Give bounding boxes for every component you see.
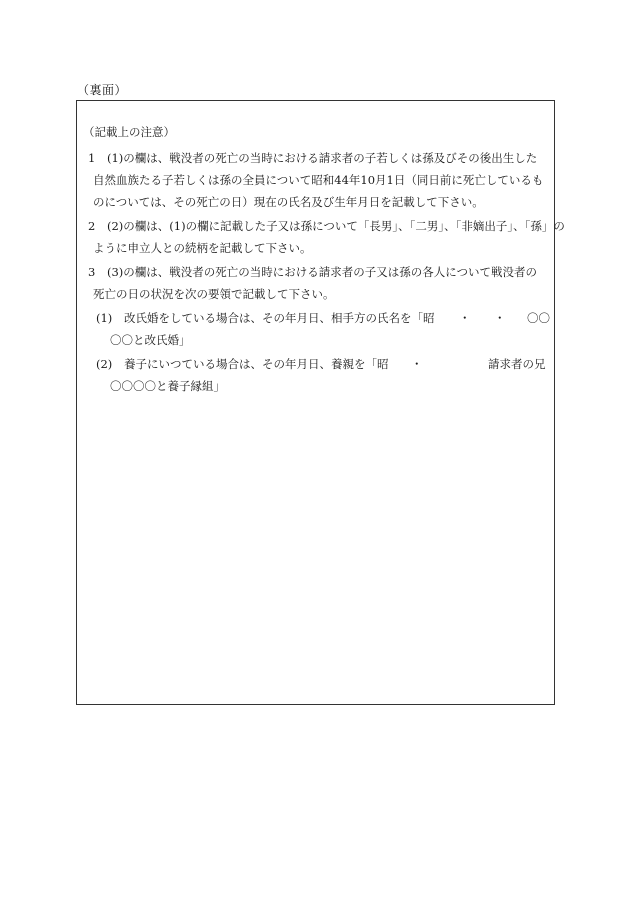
note-3-sub-1-dot-2: ・	[494, 311, 506, 325]
note-3-sub-2-text: 養子にいつている場合は、その年月日、養親を「昭	[124, 357, 389, 371]
note-3-sub-2-number: (2)	[96, 357, 113, 371]
note-3-sub-1-continuation: 〇〇と改氏婚」	[110, 333, 191, 347]
note-3-sub-1-circles: 〇〇	[527, 311, 550, 325]
note-2-line-2: ように申立人との続柄を記載して下さい。	[93, 241, 312, 255]
note-3-number: 3	[88, 265, 96, 279]
note-1-line-3: のについては、その死亡の日）現在の氏名及び生年月日を記載して下さい。	[93, 195, 484, 209]
note-3-line-1: (3)の欄は、戦没者の死亡の当時における請求者の子又は孫の各人について戦没者の	[107, 265, 538, 279]
note-1-line-1: (1)の欄は、戦没者の死亡の当時における請求者の子若しくは孫及びその後出生した	[107, 151, 538, 165]
note-1-line-2: 自然血族たる子若しくは孫の全員について昭和44年10月1日（同日前に死亡しているも	[93, 173, 544, 187]
notes-frame	[76, 100, 555, 705]
note-3-sub-2-relation: 請求者の兄	[488, 357, 546, 371]
note-3-sub-1-text: 改氏婚をしている場合は、その年月日、相手方の氏名を「昭	[124, 311, 435, 325]
note-3-line-2: 死亡の日の状況を次の要領で記載して下さい。	[93, 287, 335, 301]
reverse-side-label: （裏面）	[77, 83, 128, 97]
note-1-number: 1	[88, 151, 96, 165]
note-3-sub-2-continuation: 〇〇〇〇と養子縁組」	[110, 379, 225, 393]
note-3-sub-1-number: (1)	[96, 311, 113, 325]
notes-heading: （記載上の注意）	[83, 125, 175, 139]
note-3-sub-2-dot-1: ・	[411, 357, 423, 371]
note-2-line-1: (2)の欄は、(1)の欄に記載した子又は孫について「長男」、「二男」、「非嫡出子」、「孫」の	[107, 219, 565, 233]
note-3-sub-1-dot-1: ・	[459, 311, 471, 325]
note-2-number: 2	[88, 219, 96, 233]
